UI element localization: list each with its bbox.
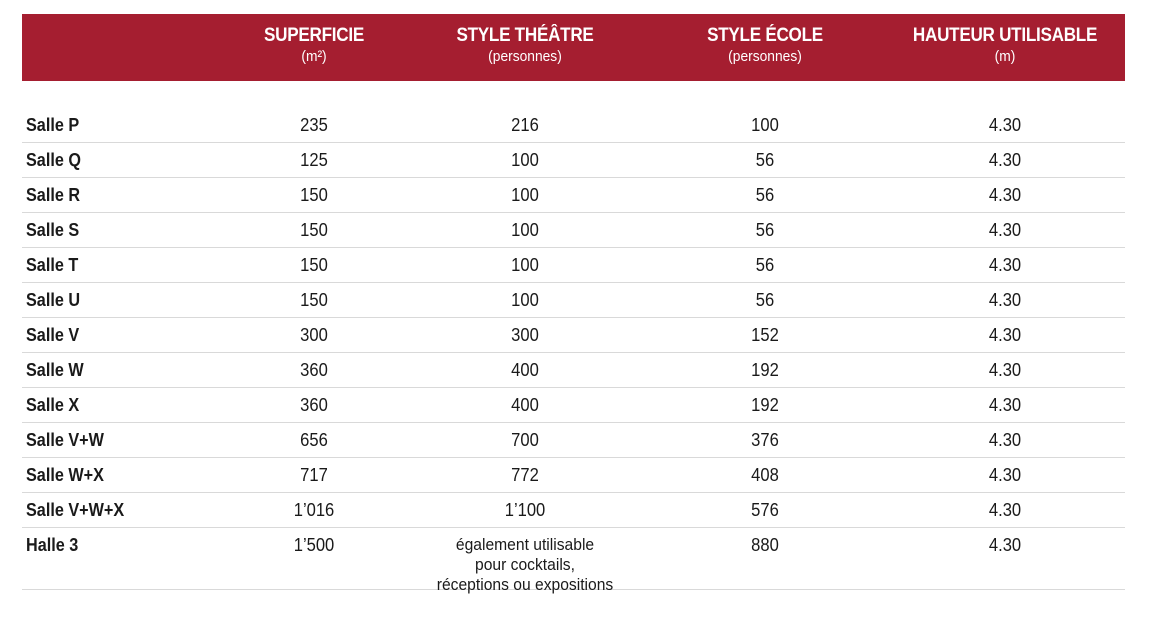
- hauteur-value: 4.30: [988, 325, 1022, 345]
- superficie-value: 150: [300, 290, 328, 310]
- room-name: Salle V: [26, 325, 80, 345]
- header-theatre-unit: (personnes): [488, 48, 562, 65]
- ecole-value: 56: [755, 150, 775, 170]
- room-name: Salle U: [26, 290, 81, 310]
- header-hauteur: [903, 24, 1108, 66]
- ecole-value: 56: [755, 185, 775, 205]
- table-row: [22, 248, 1125, 283]
- hauteur-value: 4.30: [988, 535, 1022, 555]
- superficie-value: 235: [300, 115, 328, 135]
- rooms-table: [22, 14, 1125, 594]
- superficie-value: 150: [300, 255, 328, 275]
- hauteur-value: 4.30: [988, 290, 1022, 310]
- hauteur-value: 4.30: [988, 360, 1022, 380]
- superficie-value: 150: [300, 185, 328, 205]
- header-hauteur-unit: (m): [994, 48, 1016, 65]
- table-row: [22, 388, 1125, 423]
- table-row: [22, 458, 1125, 493]
- header-ecole: [701, 24, 830, 66]
- header-spacer: [22, 81, 1125, 108]
- header-theatre-title: STYLE THÉÂTRE: [456, 25, 594, 46]
- ecole-value: 376: [751, 430, 779, 450]
- table-row: [22, 528, 1125, 594]
- hauteur-value: 4.30: [988, 185, 1022, 205]
- header-ecole-title: STYLE ÉCOLE: [707, 25, 823, 46]
- header-theatre: [449, 24, 601, 66]
- table-header: [22, 14, 1125, 81]
- room-name: Salle W: [26, 360, 84, 380]
- table-row: [22, 493, 1125, 528]
- room-name: Salle X: [26, 395, 80, 415]
- header-hauteur-title: HAUTEUR UTILISABLE: [912, 25, 1098, 46]
- theatre-value: 700: [511, 430, 539, 450]
- superficie-value: 1’016: [293, 500, 335, 520]
- table-row: [22, 283, 1125, 318]
- hauteur-value: 4.30: [988, 465, 1022, 485]
- room-name: Salle V+W+X: [26, 500, 125, 520]
- theatre-value: 216: [511, 115, 539, 135]
- theatre-value: 100: [511, 290, 539, 310]
- ecole-value: 192: [751, 360, 779, 380]
- room-name: Salle P: [26, 115, 80, 135]
- room-name: Salle T: [26, 255, 79, 275]
- theatre-value: 400: [511, 395, 539, 415]
- table-row: [22, 108, 1125, 143]
- header-superficie: [258, 24, 369, 66]
- table-row: [22, 213, 1125, 248]
- table-row: [22, 178, 1125, 213]
- room-name: Salle R: [26, 185, 81, 205]
- room-name: Salle W+X: [26, 465, 104, 485]
- superficie-value: 150: [300, 220, 328, 240]
- table-row: [22, 318, 1125, 353]
- table-row: [22, 423, 1125, 458]
- room-name: Salle S: [26, 220, 80, 240]
- hauteur-value: 4.30: [988, 430, 1022, 450]
- header-ecole-unit: (personnes): [728, 48, 802, 65]
- hauteur-value: 4.30: [988, 150, 1022, 170]
- ecole-value: 56: [755, 290, 775, 310]
- superficie-value: 717: [300, 465, 328, 485]
- theatre-value: 300: [511, 325, 539, 345]
- superficie-value: 656: [300, 430, 328, 450]
- header-superficie-title: SUPERFICIE: [264, 25, 364, 46]
- header-superficie-unit: (m²): [301, 48, 327, 65]
- theatre-note: également utilisable pour cocktails, réceptions ou expositions: [436, 535, 614, 594]
- ecole-value: 192: [751, 395, 779, 415]
- ecole-value: 576: [751, 500, 779, 520]
- superficie-value: 1’500: [293, 535, 335, 555]
- room-name: Salle Q: [26, 150, 81, 170]
- theatre-value: 100: [511, 185, 539, 205]
- ecole-value: 56: [755, 255, 775, 275]
- table-row: [22, 353, 1125, 388]
- superficie-value: 360: [300, 395, 328, 415]
- hauteur-value: 4.30: [988, 500, 1022, 520]
- hauteur-value: 4.30: [988, 115, 1022, 135]
- ecole-value: 880: [751, 535, 779, 555]
- room-name: Salle V+W: [26, 430, 104, 450]
- hauteur-value: 4.30: [988, 220, 1022, 240]
- ecole-value: 100: [751, 115, 779, 135]
- superficie-value: 300: [300, 325, 328, 345]
- hauteur-value: 4.30: [988, 395, 1022, 415]
- hauteur-value: 4.30: [988, 255, 1022, 275]
- superficie-value: 125: [300, 150, 328, 170]
- theatre-value: 100: [511, 255, 539, 275]
- table-row: [22, 143, 1125, 178]
- theatre-value: 400: [511, 360, 539, 380]
- ecole-value: 152: [751, 325, 779, 345]
- ecole-value: 408: [751, 465, 779, 485]
- theatre-value: 1’100: [504, 500, 546, 520]
- ecole-value: 56: [755, 220, 775, 240]
- theatre-value: 772: [511, 465, 539, 485]
- superficie-value: 360: [300, 360, 328, 380]
- theatre-value: 100: [511, 150, 539, 170]
- theatre-value: 100: [511, 220, 539, 240]
- room-name: Halle 3: [26, 535, 79, 555]
